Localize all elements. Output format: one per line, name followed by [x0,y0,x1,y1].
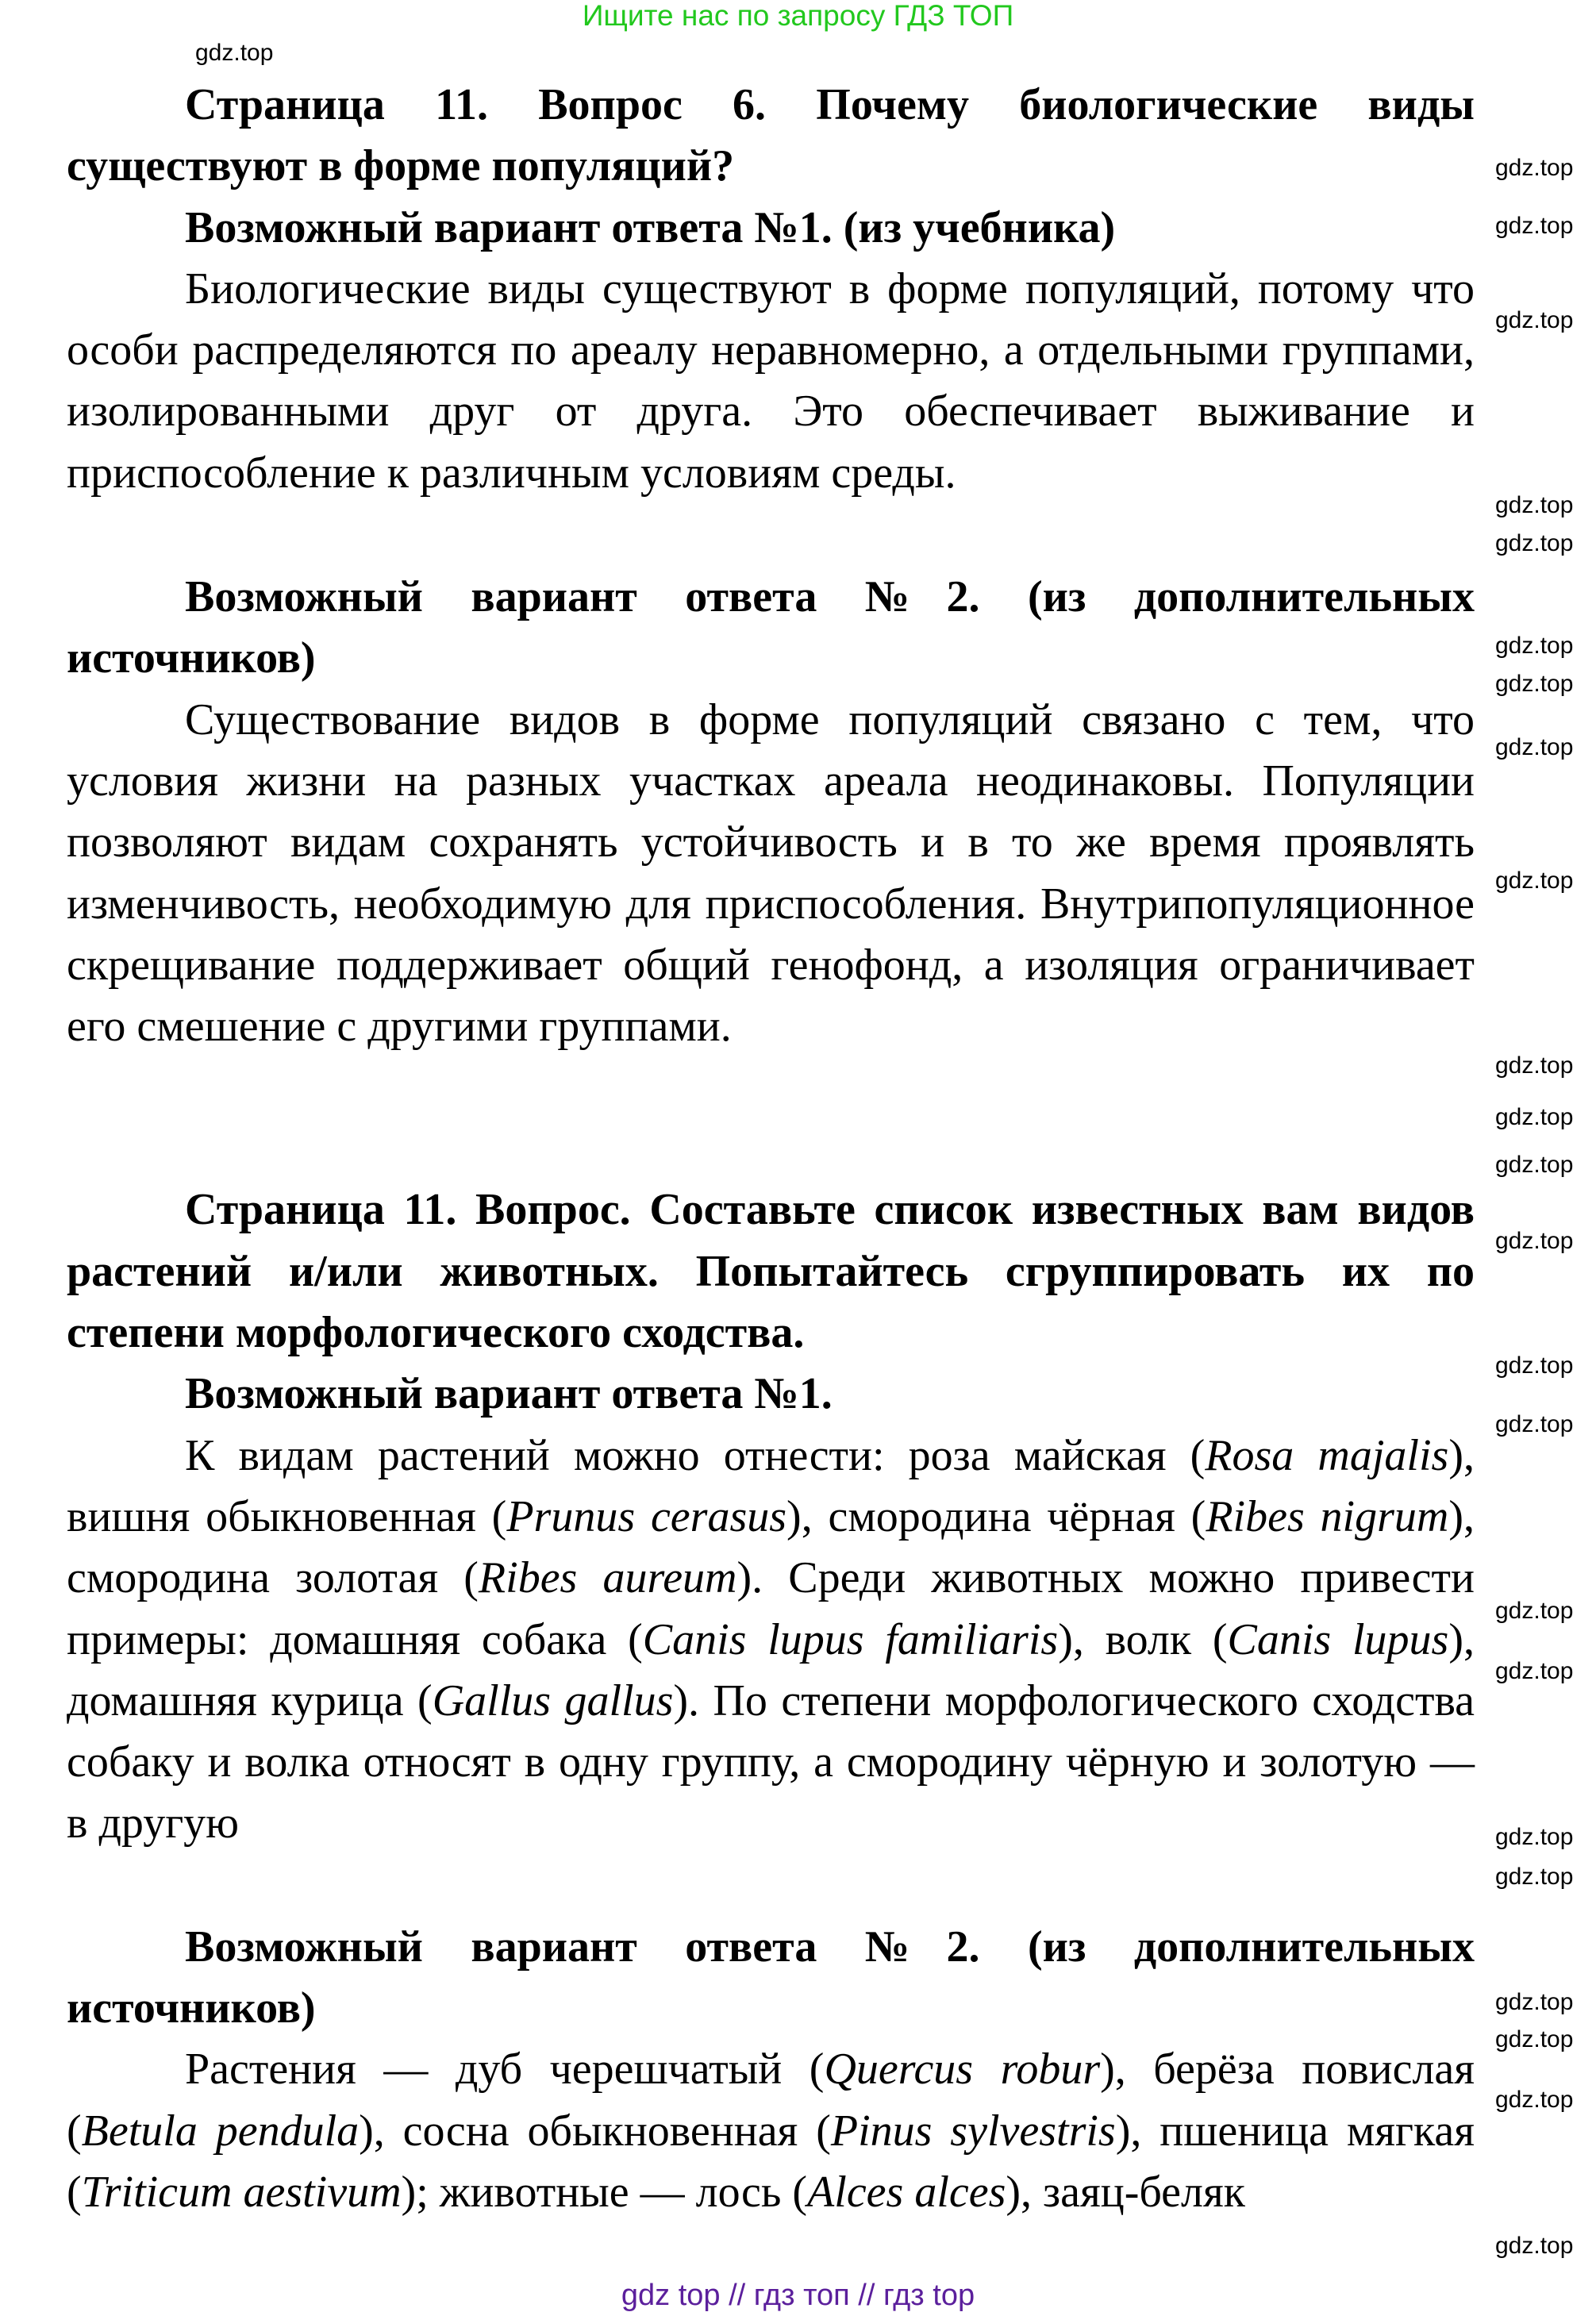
text-segment: Растения — дуб черешчатый ( [185,2045,825,2095]
footer-links[interactable]: gdz top // гдз топ // гдз top [621,2279,975,2312]
text-segment: ), заяц-беляк [1006,2167,1245,2217]
watermark: gdz.top [1495,633,1574,659]
text-segment: ), волк ( [1058,1614,1228,1664]
watermark: gdz.top [1495,492,1574,518]
watermark: gdz.top [1495,2233,1574,2259]
latin-name: Prunus cerasus [506,1491,787,1541]
latin-name: Ribes nigrum [1206,1491,1449,1541]
latin-name: Pinus sylvestris [830,2106,1116,2156]
watermark: gdz.top [1495,1052,1574,1079]
watermark: gdz.top [1495,1104,1574,1130]
text-segment: Возможный вариант ответа №1. [185,1369,833,1419]
latin-name: Alces alces [807,2167,1006,2217]
watermark: gdz.top [1495,1152,1574,1178]
watermark: gdz.top [1495,1352,1574,1379]
latin-name: Quercus robur [824,2045,1101,2095]
watermark: gdz.top [1495,1864,1574,1890]
watermark: gdz.top [1495,307,1574,333]
subheading [67,1364,1475,1425]
text-segment: ), вишня обыкновенная ( [67,1430,1475,1541]
latin-name: Canis lupus familiaris [642,1614,1059,1664]
heading [67,567,1475,690]
text-segment: ), пшеница мягкая ( [67,2106,1475,2217]
watermark: gdz.top [1495,734,1574,760]
section-species-answer-2 [67,1917,1475,2223]
subheading [67,198,1475,259]
latin-name: Betula pendula [81,2106,360,2156]
watermark: gdz.top [1495,1228,1574,1254]
text-segment: К видам растений можно отнести: роза майская ( [185,1430,1206,1480]
watermark: gdz.top [1495,155,1574,181]
text-segment: Существование видов в форме популяций связано с тем, что условия жизни на разных участках ареала неодинаковы. Популяции позволяют видам сохранять устойчивость и в то же время проявлять изменчивость, необходимую для приспособления. Внутрипопуляционное скрещивание поддерживает общий генофонд, а изоляция ограничивает его смешение с другими группами. [67,694,1475,1052]
latin-name: Gallus gallus [432,1675,674,1725]
body-paragraph [67,259,1475,504]
top-banner: Ищите нас по запросу ГДЗ ТОП [582,0,1014,32]
heading [67,1917,1475,2040]
watermark: gdz.top [195,40,274,66]
text-segment: ), домашняя курица ( [67,1614,1475,1725]
document-body [67,75,1475,2223]
text-segment: ). Среди животных можно привести примеры: домашняя собака ( [67,1553,1475,1664]
latin-name: Rosa majalis [1205,1430,1449,1480]
watermark: gdz.top [1495,2087,1574,2113]
watermark: gdz.top [1495,1824,1574,1850]
watermark: gdz.top [1495,213,1574,239]
text-segment: Страница 11. Вопрос 6. Почему биологические виды существуют в форме популяций? [67,80,1475,191]
body-paragraph [67,1425,1475,1855]
heading [67,75,1475,198]
text-segment: Возможный вариант ответа №2. (из дополнительных источников) [67,1922,1475,2033]
text-segment: ), сосна обыкновенная ( [359,2106,831,2156]
text-segment: ), берёза повислая ( [67,2045,1475,2156]
watermark: gdz.top [1495,671,1574,697]
watermark: gdz.top [1495,1658,1574,1684]
body-paragraph [67,2039,1475,2223]
text-segment: Возможный вариант ответа №1. (из учебника) [185,202,1116,252]
watermark: gdz.top [1495,1598,1574,1624]
heading [67,1179,1475,1364]
latin-name: Canis lupus [1227,1614,1449,1664]
text-segment: ), смородина чёрная ( [786,1491,1206,1541]
watermark: gdz.top [1495,2026,1574,2052]
latin-name: Ribes aureum [478,1553,737,1603]
text-segment: Возможный вариант ответа №2. (из дополнительных источников) [67,572,1475,683]
watermark: gdz.top [1495,867,1574,894]
section-species-question [67,1179,1475,1854]
body-paragraph [67,690,1475,1058]
text-segment: Биологические виды существуют в форме популяций, потому что особи распределяются по ареалу неравномерно, а отдельными группами, изолированными друг от друга. Это обеспечивает выживание и приспособление к различным условиям среды. [67,264,1475,498]
watermark: gdz.top [1495,1411,1574,1437]
text-segment: ). По степени морфологического сходства собаку и волка относят в одну группу, а смородину чёрную и золотую — в другую [67,1675,1475,1848]
watermark: gdz.top [1495,1989,1574,2015]
text-segment: Страница 11. Вопрос. Составьте список известных вам видов растений и/или животных. Попытайтесь сгруппировать их по степени морфологического сходства. [67,1185,1475,1358]
section-answer-2 [67,567,1475,1057]
section-question-6 [67,75,1475,504]
latin-name: Triticum aestivum [81,2167,402,2217]
text-segment: ); животные — лось ( [401,2167,808,2217]
text-segment: ), смородина золотая ( [67,1491,1475,1603]
watermark: gdz.top [1495,530,1574,556]
